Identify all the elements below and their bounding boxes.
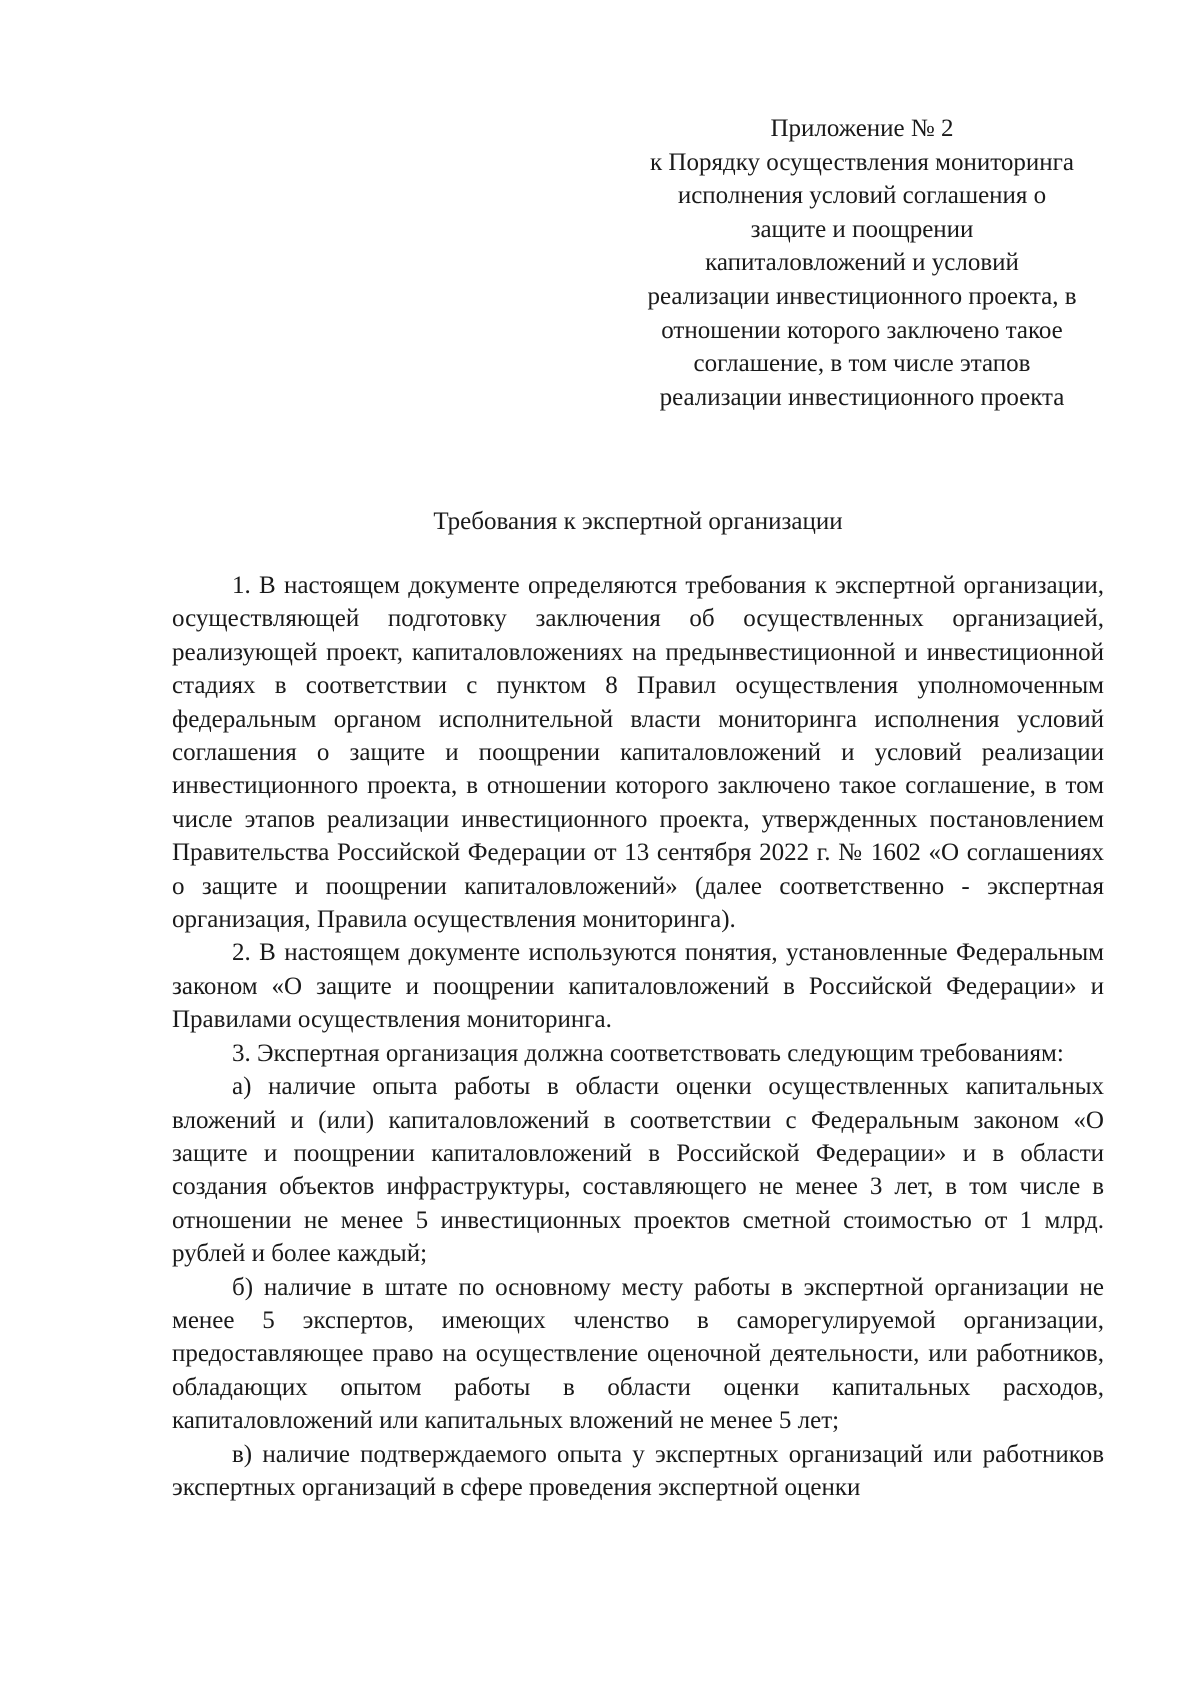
appendix-line: исполнения условий соглашения о	[677, 182, 1047, 210]
paragraph-1: 1. В настоящем документе определяются требования к экспертной организации, осуществляющей подготовку заключения об осуществленных организацией, реализующей проект, капиталовложениях на предынвестиционной и инвестиционной стадиях в соответствии с пунктом 8 Правил осуществления уполномоченным федеральным органом исполнительной власти мониторинга исполнения условий соглашения о защите и поощрении капиталовложений и условий реализации инвестиционного проекта, в отношении которого заключено такое соглашение, в том числе этапов реализации инвестиционного проекта, утвержденных постановлением Правительства Российской Федерации от 13 сентября 2022 г. № 1602 «О соглашениях о защите и поощрении капиталовложений» (далее соответственно - экспертная организация, Правила осуществления мониторинга).	[172, 572, 1104, 934]
appendix-line: защите и поощрении	[750, 215, 974, 243]
appendix-line: реализации инвестиционного проекта	[659, 383, 1065, 411]
appendix-line: соглашение, в том числе этапов	[693, 350, 1031, 378]
paragraph-3b: б) наличие в штате по основному месту работы в экспертной организации не менее 5 экспертов, имеющих членство в саморегулируемой организации, предоставляющее право на осуществление оценочной деятельности, или работников, обладающих опытом работы в области оценки капитальных расходов, капиталовложений или капитальных вложений не менее 5 лет;	[172, 1273, 1104, 1435]
appendix-number: Приложение № 2	[770, 115, 954, 142]
appendix-line: реализации инвестиционного проекта, в	[647, 282, 1077, 310]
appendix-line: отношении которого заключено такое	[661, 316, 1063, 344]
paragraph-3: 3. Экспертная организация должна соответствовать следующим требованиям:	[232, 1039, 1064, 1067]
paragraph-3a: а) наличие опыта работы в области оценки осуществленных капитальных вложений и (или) капиталовложений в соответствии с Федеральным законом «О защите и поощрении капиталовложений в Российской Федерации» и в области создания объектов инфраструктуры, составляющего не менее 3 лет, в том числе в отношении не менее 5 инвестиционных проектов сметной стоимостью от 1 млрд. рублей и более каждый;	[172, 1073, 1104, 1268]
document-title: Требования к экспертной организации	[433, 508, 843, 535]
appendix-header	[620, 112, 1104, 414]
paragraph-2: 2. В настоящем документе используются понятия, установленные Федеральным законом «О защите и поощрении капиталовложений в Российской Федерации» и Правилами осуществления мониторинга.	[172, 939, 1104, 1034]
appendix-line: к Порядку осуществления мониторинга	[650, 148, 1074, 176]
paragraph-3c: в) наличие подтверждаемого опыта у экспертных организаций или работников экспертных организаций в сфере проведения экспертной оценки	[172, 1440, 1104, 1501]
appendix-line: капиталовложений и условий	[705, 249, 1019, 277]
document-body	[172, 569, 1104, 1504]
